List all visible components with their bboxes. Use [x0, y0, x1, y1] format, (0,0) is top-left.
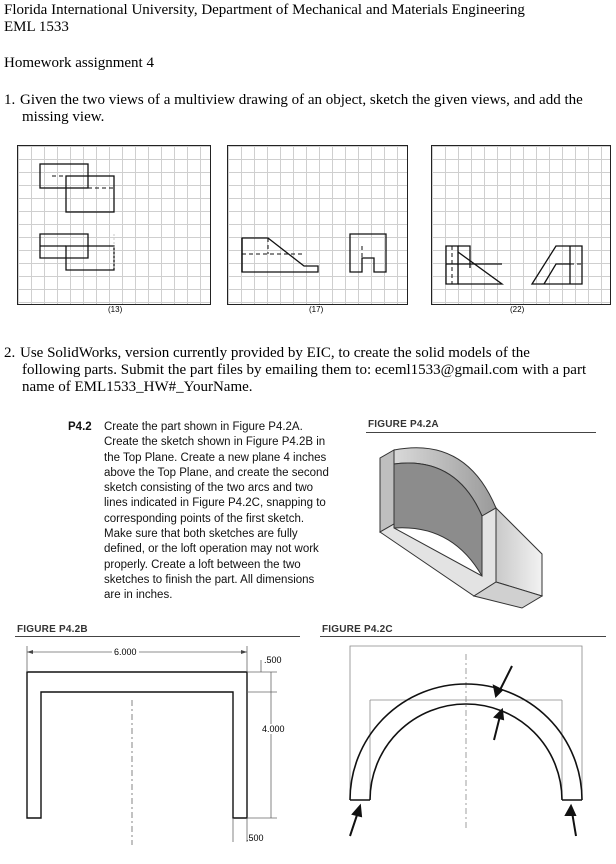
question-2-text-line3: name of EML1533_HW#_YourName. [22, 379, 253, 395]
figure-p4-2c-sketch [320, 640, 612, 856]
dim-bottom: .500 [246, 833, 264, 843]
problem-line: Create the sketch shown in Figure P4.2B in [104, 436, 326, 449]
course-code: EML 1533 [4, 19, 69, 35]
university-header: Florida International University, Department of Mechanical and Materials Engineering [4, 2, 525, 18]
caption-13: (13) [108, 305, 123, 314]
question-2-number: 2. [4, 345, 16, 361]
problem-id: P4.2 [68, 421, 92, 433]
problem-line: properly. Create a loft between the two [104, 558, 301, 571]
grid-panel-13 [17, 145, 211, 305]
multiview-drawing-13 [18, 146, 210, 304]
problem-line: sketches to finish the part. All dimensions [104, 573, 315, 586]
problem-line: Make sure that both sketches are fully [104, 528, 298, 541]
problem-line: lines indicated in Figure P4.2C, snapping to [104, 497, 326, 510]
question-1 [4, 92, 614, 126]
figure-b-label: FIGURE P4.2B [17, 624, 88, 635]
caption-22: (22) [510, 305, 525, 314]
problem-line: Create the part shown in Figure P4.2A. [104, 421, 303, 433]
problem-line: defined, or the loft operation may not work [104, 543, 319, 556]
figure-c-label: FIGURE P4.2C [322, 624, 393, 635]
dim-height: 4.000 [262, 724, 285, 734]
grid-panel-22 [431, 145, 611, 305]
question-1-text-line2: missing view. [22, 109, 105, 125]
problem-text [104, 420, 366, 604]
problem-line: corresponding points of the first sketch. [104, 512, 305, 525]
question-2 [4, 345, 614, 396]
question-2-text-line1: Use SolidWorks, version currently provided by EIC, to create the solid models of the [20, 345, 530, 361]
question-1-text-line1: Given the two views of a multiview drawing of an object, sketch the given views, and add the [20, 92, 583, 108]
problem-line: are in inches. [104, 589, 173, 602]
figure-p4-2b-sketch [15, 640, 305, 856]
multiview-drawing-17 [228, 146, 407, 304]
assignment-title: Homework assignment 4 [4, 55, 154, 71]
problem-line: sketch consisting of the two arcs and two [104, 482, 314, 495]
figure-p4-2a-isometric [366, 436, 606, 616]
problem-line: above the Top Plane, and create the second [104, 466, 329, 479]
caption-17: (17) [309, 305, 324, 314]
multiview-drawing-22 [432, 146, 610, 304]
figure-a-label: FIGURE P4.2A [368, 419, 439, 430]
dim-top: .500 [264, 655, 282, 665]
figure-c-rule [320, 636, 606, 637]
dim-width: 6.000 [114, 647, 137, 657]
question-2-text-line2: following parts. Submit the part files by emailing them to: eceml1533@gmail.com with a part [22, 362, 587, 378]
figure-b-rule [15, 636, 300, 637]
question-1-number: 1. [4, 92, 16, 108]
figure-a-rule [366, 432, 596, 433]
grid-panel-17 [227, 145, 408, 305]
problem-line: the Top Plane. Create a new plane 4 inches [104, 451, 327, 464]
